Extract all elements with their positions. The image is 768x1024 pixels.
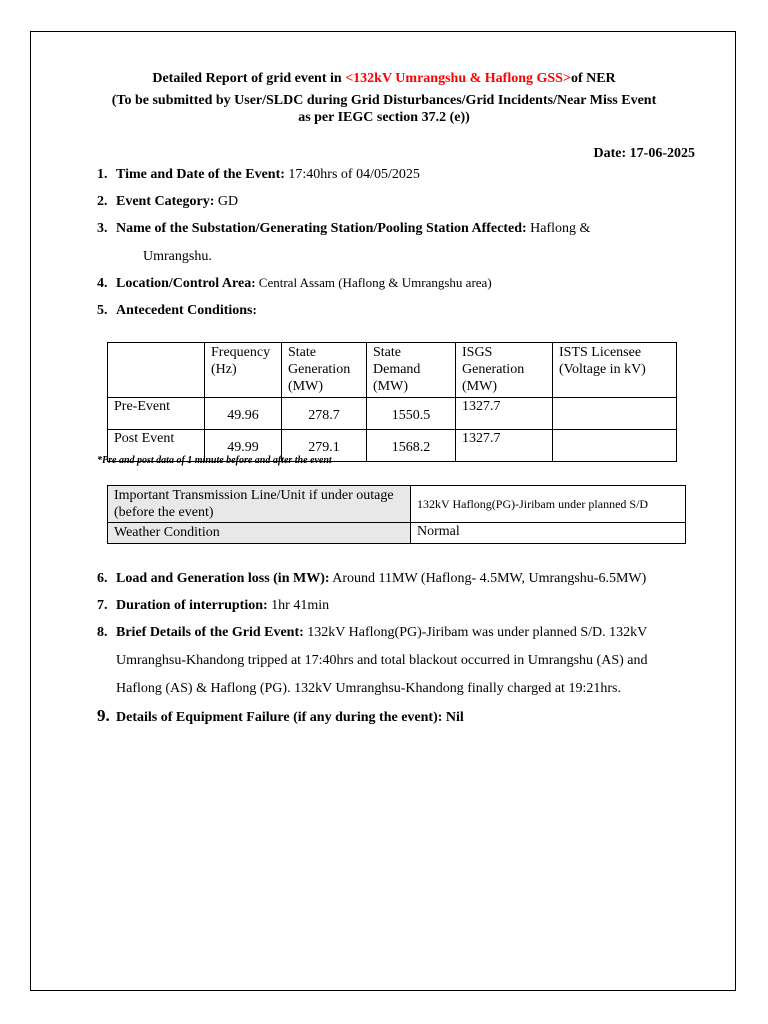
table-header-cell: ISTS Licensee (Voltage in kV) [553,343,677,398]
table-row [108,486,686,523]
item-value-continued: Umranghsu-Khandong tripped at 17:40hrs and total blackout occurred in Umrangshu (AS) and [116,653,648,668]
item-location [97,269,697,298]
table-cell: Important Transmission Line/Unit if under outage (before the event) [108,486,411,523]
report-title [0,71,768,87]
item-value: Central Assam (Haflong & Umrangshu area) [255,275,492,290]
report-date: Date: 17-06-2025 [593,146,695,161]
item-value: 17:40hrs of 04/05/2025 [284,167,420,182]
table-cell [553,398,677,430]
item-value: GD [214,194,239,209]
table-cell: Pre-Event [108,398,205,430]
table-cell: 279.1 [282,430,367,462]
table-cell: 49.99 [205,430,282,462]
table-cell: 49.96 [205,398,282,430]
item-load-generation-loss [97,565,707,593]
item-number: 5. [97,303,108,318]
table-row [108,398,677,430]
item-label-colon: : [252,302,257,317]
table-cell: 1568.2 [367,430,456,462]
item-number: 6. [97,571,108,586]
item-label: Antecedent Conditions [116,303,253,318]
item-value: 132kV Haflong(PG)-Jiribam was under planned S/D. 132kV [303,625,648,640]
table-cell: 1550.5 [367,398,456,430]
table-header-cell: ISGS Generation (MW) [456,343,553,398]
item-number: 2. [97,194,108,209]
table-header-row [108,343,677,398]
item-antecedent [97,296,697,325]
table-note: *Pre and post data of 1 minute before and after the event [97,455,332,466]
subtitle-line1: (To be submitted by User/SLDC during Grid Disturbances/Grid Incidents/Near Miss Event [111,93,657,108]
item-label: Load and Generation loss (in MW): [116,571,330,586]
item-label-colon: : [251,275,256,290]
item-substation-affected [97,215,697,271]
item-duration [97,592,697,620]
antecedent-table [107,342,677,462]
item-number: 8. [97,625,108,640]
item-label: Time and Date of the Event: [116,167,285,182]
item-label: Name of the Substation/Generating Station/Pooling Station Affected: [116,221,527,236]
table-cell: Weather Condition [108,523,411,544]
table-cell [553,430,677,462]
table-cell: Post Event [108,430,205,462]
table-header-cell: State Generation (MW) [282,343,367,398]
item-equipment-failure [97,702,697,732]
item-time-date [97,161,697,189]
item-number: 9. [97,706,110,725]
item-label: Duration of interruption: [116,598,268,613]
table-cell: 278.7 [282,398,367,430]
item-number: 3. [97,221,108,236]
table-cell: 132kV Haflong(PG)-Jiribam under planned S/D [411,486,686,523]
table-row [108,523,686,544]
item-label: Location/Control Area [116,276,252,291]
table-cell: 1327.7 [456,430,553,462]
item-label: Event Category: [116,194,215,209]
title-highlight: <132kV Umrangshu & Haflong GSS> [345,71,571,86]
item-value-continued: Haflong (AS) & Haflong (PG). 132kV Umranghsu-Khandong finally charged at 19:21hrs. [116,681,621,696]
table-header-cell [108,343,205,398]
item-value: 1hr 41min [267,598,330,613]
title-prefix: Detailed Report of grid event in [152,71,346,86]
item-event-category [97,188,697,216]
item-number: 4. [97,276,108,291]
item-value-continued: Umrangshu. [143,249,212,264]
item-brief-details [97,619,707,703]
table-header-cell: State Demand (MW) [367,343,456,398]
item-label: Brief Details of the Grid Event: [116,625,304,640]
subtitle-line2: as per IEGC section 37.2 (e)) [298,110,470,125]
item-label: Details of Equipment Failure (if any during the event): Nil [116,710,464,725]
table-cell: Normal [411,523,686,544]
title-suffix: of NER [570,71,616,86]
table-cell: 1327.7 [456,398,553,430]
item-value: Haflong & [526,221,591,236]
table-header-cell: Frequency (Hz) [205,343,282,398]
item-value: Around 11MW (Haflong- 4.5MW, Umrangshu-6.5MW) [329,571,647,586]
outage-table [107,485,686,544]
item-number: 7. [97,598,108,613]
item-number: 1. [97,167,108,182]
